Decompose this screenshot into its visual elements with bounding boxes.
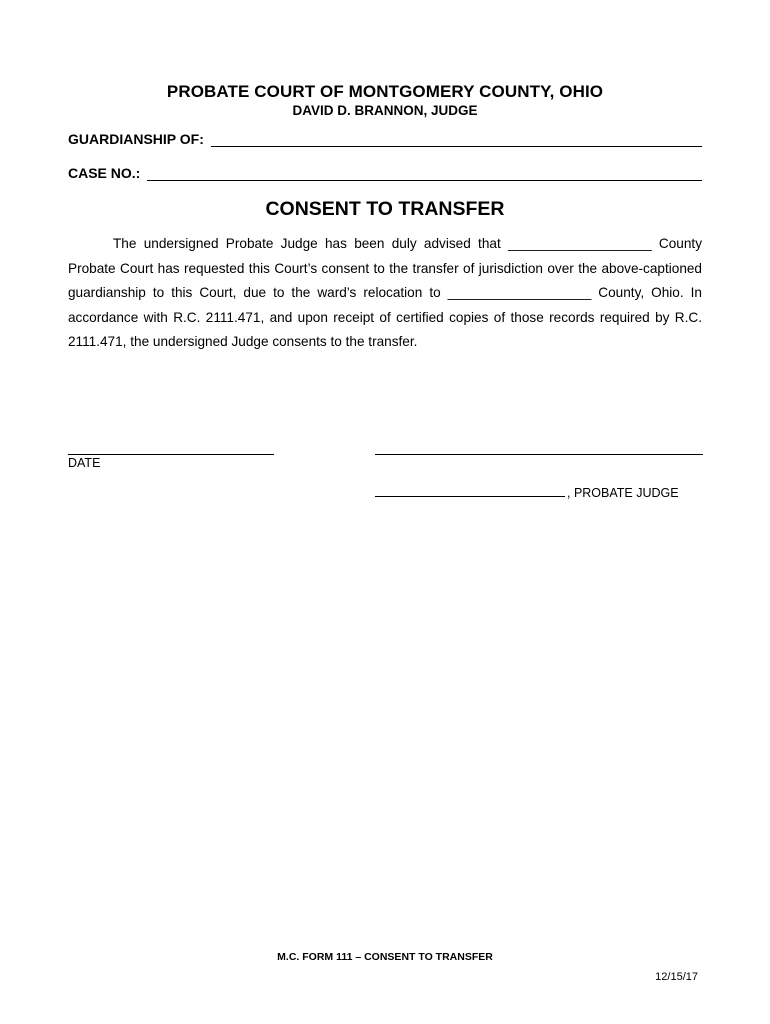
- case-number-field: [68, 165, 702, 181]
- guardianship-blank-line[interactable]: [211, 134, 702, 147]
- judge-name-header: DAVID D. BRANNON, JUDGE: [292, 103, 478, 118]
- date-label: DATE: [68, 456, 101, 470]
- consent-paragraph-text: The undersigned Probate Judge has been duly advised that ___________________ County Probate Court has requested this Court’s consent to the transfer of jurisdiction over the above-captioned guardianship to this Court, due to the ward’s relocation to ___________________ County, Ohio. In accordance with R.C. 2111.471, and upon receipt of certified copies of those records required by R.C. 2111.471, the undersigned Judge consents to the transfer.: [68, 236, 702, 349]
- judge-name-blank-line[interactable]: [375, 496, 565, 497]
- guardianship-field: [68, 131, 702, 147]
- consent-paragraph: [68, 232, 702, 355]
- case-number-blank-line[interactable]: [147, 168, 702, 181]
- guardianship-label: GUARDIANSHIP OF:: [68, 131, 204, 147]
- document-title: CONSENT TO TRANSFER: [265, 198, 505, 220]
- judge-signature-line[interactable]: [375, 454, 703, 455]
- form-number-footer: M.C. FORM 111 – CONSENT TO TRANSFER: [277, 951, 493, 963]
- court-title: PROBATE COURT OF MONTGOMERY COUNTY, OHIO: [166, 82, 604, 101]
- date-signature-line[interactable]: [68, 454, 274, 455]
- case-number-label: CASE NO.:: [68, 165, 141, 181]
- probate-judge-label: , PROBATE JUDGE: [567, 486, 679, 500]
- revision-date: 12/15/17: [655, 971, 698, 983]
